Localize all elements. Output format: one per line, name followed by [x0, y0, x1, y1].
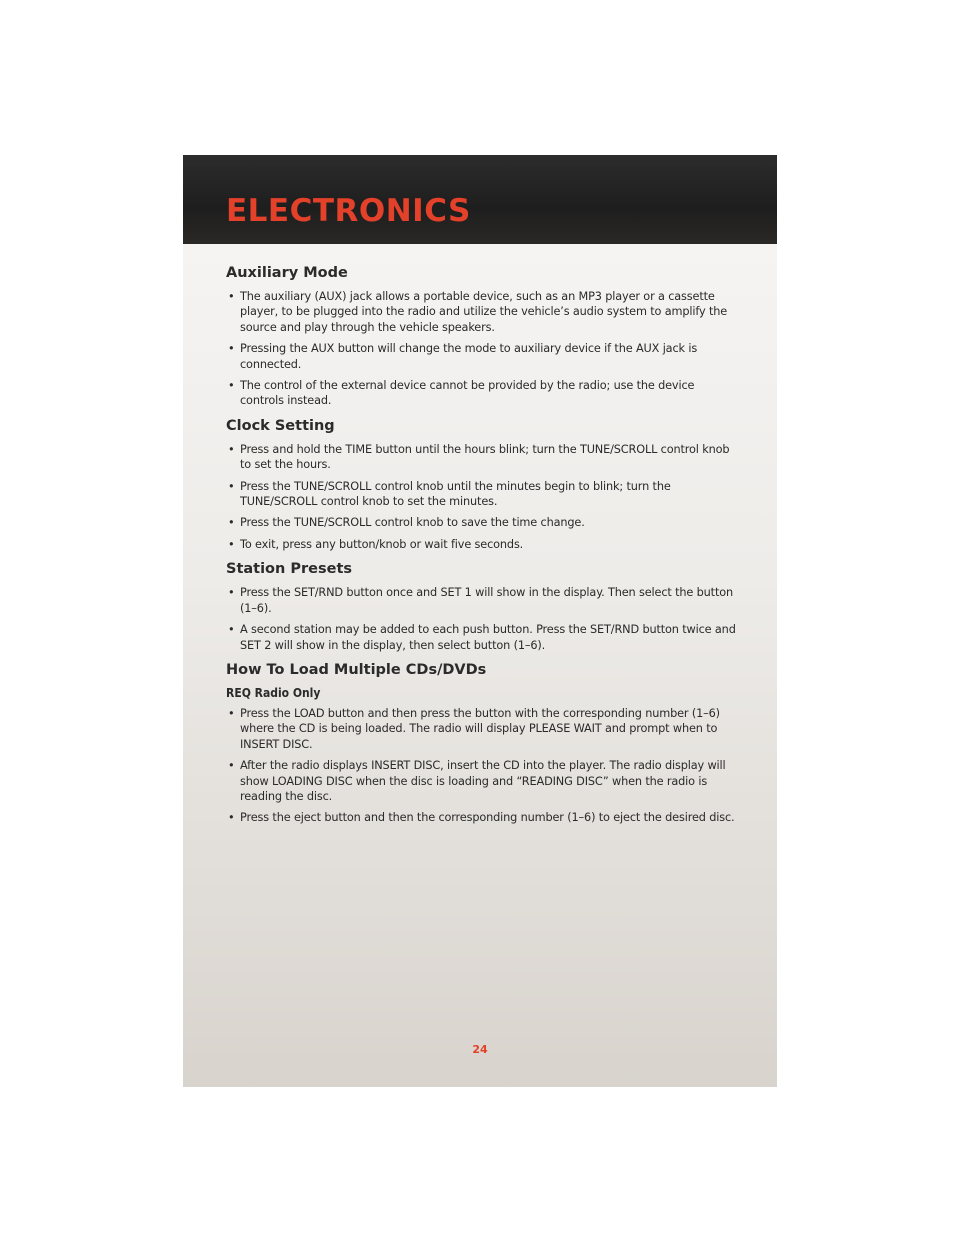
- list-item: • After the radio displays INSERT DISC, insert the CD into the player. The radio display will show LOADING DISC when the disc is loading and “READING DISC” when the radio is reading the disc.: [226, 758, 740, 804]
- section-heading: Auxiliary Mode: [226, 265, 348, 281]
- section-heading: Clock Setting: [226, 417, 335, 434]
- bullet-list: [226, 706, 740, 826]
- page-number: 24: [472, 1043, 488, 1056]
- section-load-multiple-cds: [226, 662, 740, 826]
- section-station-presets: [226, 561, 740, 653]
- section-header-bar: [183, 155, 777, 244]
- section-heading: Station Presets: [226, 561, 353, 578]
- list-item: • Press the TUNE/SCROLL control knob until the minutes begin to blink; turn the TUNE/SCROLL control knob to set the minutes.: [226, 479, 740, 510]
- page-content: [226, 265, 740, 832]
- list-item: • Pressing the AUX button will change the mode to auxiliary device if the AUX jack is connected.: [226, 341, 740, 372]
- list-item: • Press the SET/RND button once and SET 1 will show in the display. Then select the button (1–6).: [226, 585, 740, 616]
- list-item: • To exit, press any button/knob or wait five seconds.: [226, 537, 740, 552]
- section-title: ELECTRONICS: [226, 193, 471, 229]
- manual-page: [183, 155, 777, 1087]
- section-subheading: REQ Radio Only: [226, 685, 321, 700]
- bullet-list: [226, 442, 740, 552]
- list-item: • Press the LOAD button and then press the button with the corresponding number (1–6) where the CD is being loaded. The radio will display PLEASE WAIT and prompt when to INSERT DISC.: [226, 706, 740, 752]
- list-item: • The auxiliary (AUX) jack allows a portable device, such as an MP3 player or a cassette player, to be plugged into the radio and utilize the vehicle’s audio system to amplify the source and play through the vehicle speakers.: [226, 289, 740, 335]
- list-item: • Press the TUNE/SCROLL control knob to save the time change.: [226, 515, 740, 530]
- bullet-list: [226, 289, 740, 409]
- list-item: • The control of the external device cannot be provided by the radio; use the device controls instead.: [226, 378, 740, 409]
- section-clock-setting: [226, 418, 740, 552]
- section-auxiliary-mode: [226, 265, 740, 409]
- list-item: • Press the eject button and then the corresponding number (1–6) to eject the desired disc.: [226, 810, 740, 825]
- bullet-list: [226, 585, 740, 653]
- list-item: • A second station may be added to each push button. Press the SET/RND button twice and SET 2 will show in the display, then select button (1–6).: [226, 622, 740, 653]
- section-heading: How To Load Multiple CDs/DVDs: [226, 661, 487, 678]
- list-item: • Press and hold the TIME button until the hours blink; turn the TUNE/SCROLL control knob to set the hours.: [226, 442, 740, 473]
